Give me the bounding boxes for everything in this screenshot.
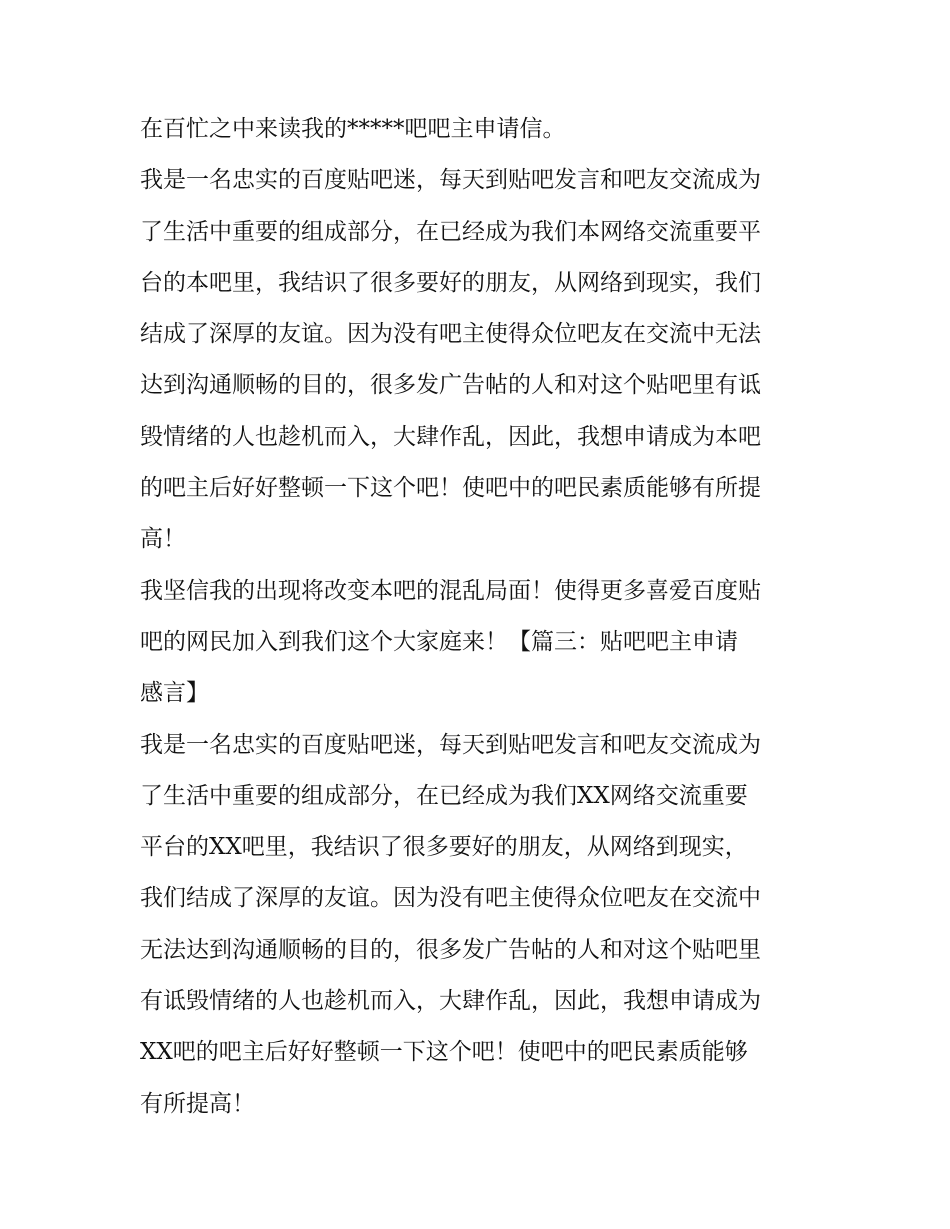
text-line: 我们结成了深厚的友谊。因为没有吧主使得众位吧友在交流中 (140, 885, 761, 912)
text-line: XX吧的吧主后好好整顿一下这个吧！使吧中的吧民素质能够 (140, 1039, 748, 1066)
text-line: 我是一名忠实的百度贴吧迷，每天到贴吧发言和吧友交流成为 (140, 731, 761, 758)
text-line: 平台的XX吧里，我结识了很多要好的朋友，从网络到现实， (140, 834, 748, 861)
text-line: 的吧主后好好整顿一下这个吧！使吧中的吧民素质能够有所提 (140, 475, 761, 502)
text-line: 有诋毁情绪的人也趁机而入，大肆作乱，因此，我想申请成为 (140, 988, 761, 1015)
text-line: 有所提高！ (140, 1090, 255, 1117)
document-body (140, 104, 820, 1130)
text-line: 我是一名忠实的百度贴吧迷，每天到贴吧发言和吧友交流成为 (140, 167, 761, 194)
text-line: 了生活中重要的组成部分，在已经成为我们本网络交流重要平 (140, 218, 761, 245)
text-line: 在百忙之中来读我的*****吧吧主申请信。 (140, 116, 566, 142)
text-line: 达到沟通顺畅的目的，很多发广告帖的人和对这个贴吧里有诋 (140, 372, 761, 399)
text-line: 感言】 (140, 680, 209, 707)
text-line: 吧的网民加入到我们这个大家庭来！【篇三：贴吧吧主申请 (140, 628, 738, 655)
text-line: 我坚信我的出现将改变本吧的混乱局面！使得更多喜爱百度贴 (140, 577, 761, 604)
text-line: 了生活中重要的组成部分，在已经成为我们XX网络交流重要 (140, 782, 748, 809)
text-line: 无法达到沟通顺畅的目的，很多发广告帖的人和对这个贴吧里 (140, 936, 761, 963)
text-line: 高！ (140, 526, 186, 553)
text-line: 毁情绪的人也趁机而入，大肆作乱，因此，我想申请成为本吧 (140, 423, 761, 450)
text-line: 结成了深厚的友谊。因为没有吧主使得众位吧友在交流中无法 (140, 321, 761, 348)
text-line: 台的本吧里，我结识了很多要好的朋友，从网络到现实，我们 (140, 269, 761, 296)
